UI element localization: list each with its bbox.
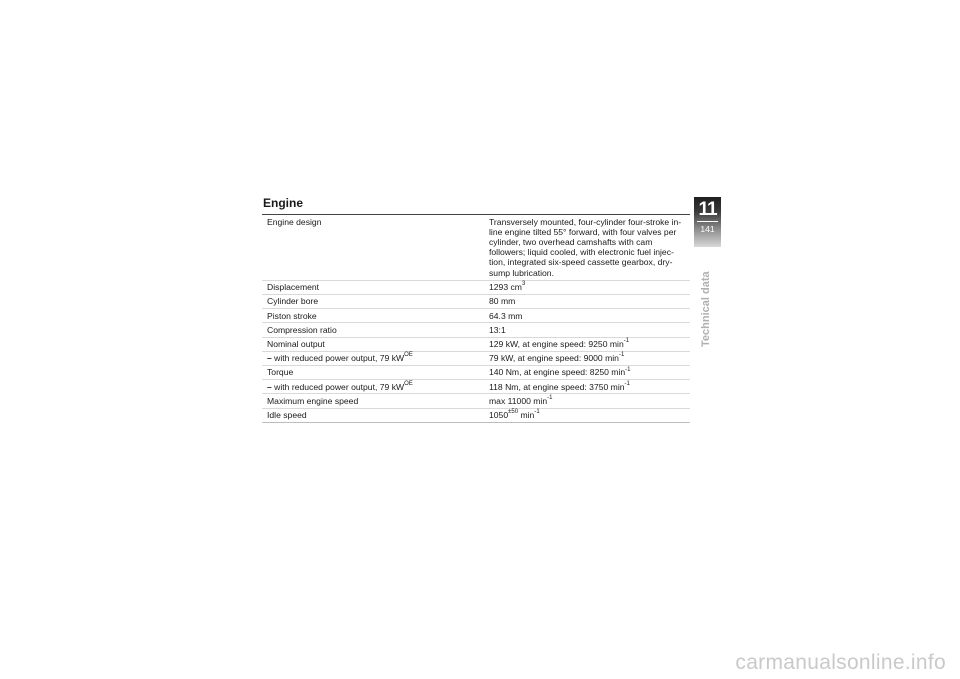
chapter-label: Technical data	[700, 271, 712, 347]
spec-value: 80 mm	[476, 294, 690, 308]
table-row	[262, 309, 690, 323]
table-row	[262, 215, 690, 281]
spec-value: 64.3 mm	[476, 309, 690, 323]
spec-value: 118 Nm, at engine speed: 3750 $\min^{-1}$	[476, 380, 690, 394]
spec-label: Torque	[262, 365, 476, 379]
table-row	[262, 394, 690, 408]
spec-value: 79 kW, at engine speed: 9000 $\min^{-1}$	[476, 351, 690, 365]
spec-value: max 11000 $\min^{-1}$	[476, 394, 690, 408]
spec-label: Idle speed	[267, 410, 307, 421]
table-row	[262, 365, 690, 379]
section-title: Engine	[263, 196, 304, 210]
engine-spec-table	[262, 214, 690, 423]
spec-value: 13:1	[476, 323, 690, 337]
spec-label: Cylinder bore	[262, 294, 476, 308]
table-row	[262, 351, 690, 365]
page-number: 141	[700, 224, 715, 234]
table-row	[262, 323, 690, 337]
spec-label: Compression ratio	[262, 323, 476, 337]
spec-label: Piston stroke	[262, 309, 476, 323]
chapter-divider	[697, 221, 718, 222]
table-row	[262, 408, 690, 422]
spec-value: $1050^{\pm 50}$ $\min^{-1}$	[489, 409, 540, 421]
spec-label: Maximum engine speed	[262, 394, 476, 408]
spec-label: Displacement	[262, 280, 476, 294]
spec-label: – with reduced power output, 79 $kW^{OE}$	[262, 380, 476, 394]
spec-label: Engine design	[262, 215, 476, 281]
table-row	[262, 380, 690, 394]
spec-label: Nominal output	[262, 337, 476, 351]
chapter-number: 11	[698, 199, 717, 220]
table-row	[262, 337, 690, 351]
spec-value: 140 Nm, at engine speed: 8250 $\min^{-1}$	[476, 365, 690, 379]
chapter-tab	[694, 197, 721, 247]
spec-value: 129 kW, at engine speed: 9250 $\min^{-1}$	[476, 337, 690, 351]
spec-label: – with reduced power output, 79 $kW^{OE}$	[262, 351, 476, 365]
table-row	[262, 294, 690, 308]
table-row	[262, 280, 690, 294]
spec-value: 1293 $cm^3$	[476, 280, 690, 294]
watermark: carmanualsonline.info	[735, 651, 946, 674]
spec-value: Transversely mounted, four-cylinder four-stroke in-line engine tilted 55° forward, with four valves per cylinder, two overhead camshafts with cam followers; liquid cooled, with electronic fuel injec-tion, integrated six-speed cassette gearbox, dry-sump lubrication.	[476, 215, 690, 281]
